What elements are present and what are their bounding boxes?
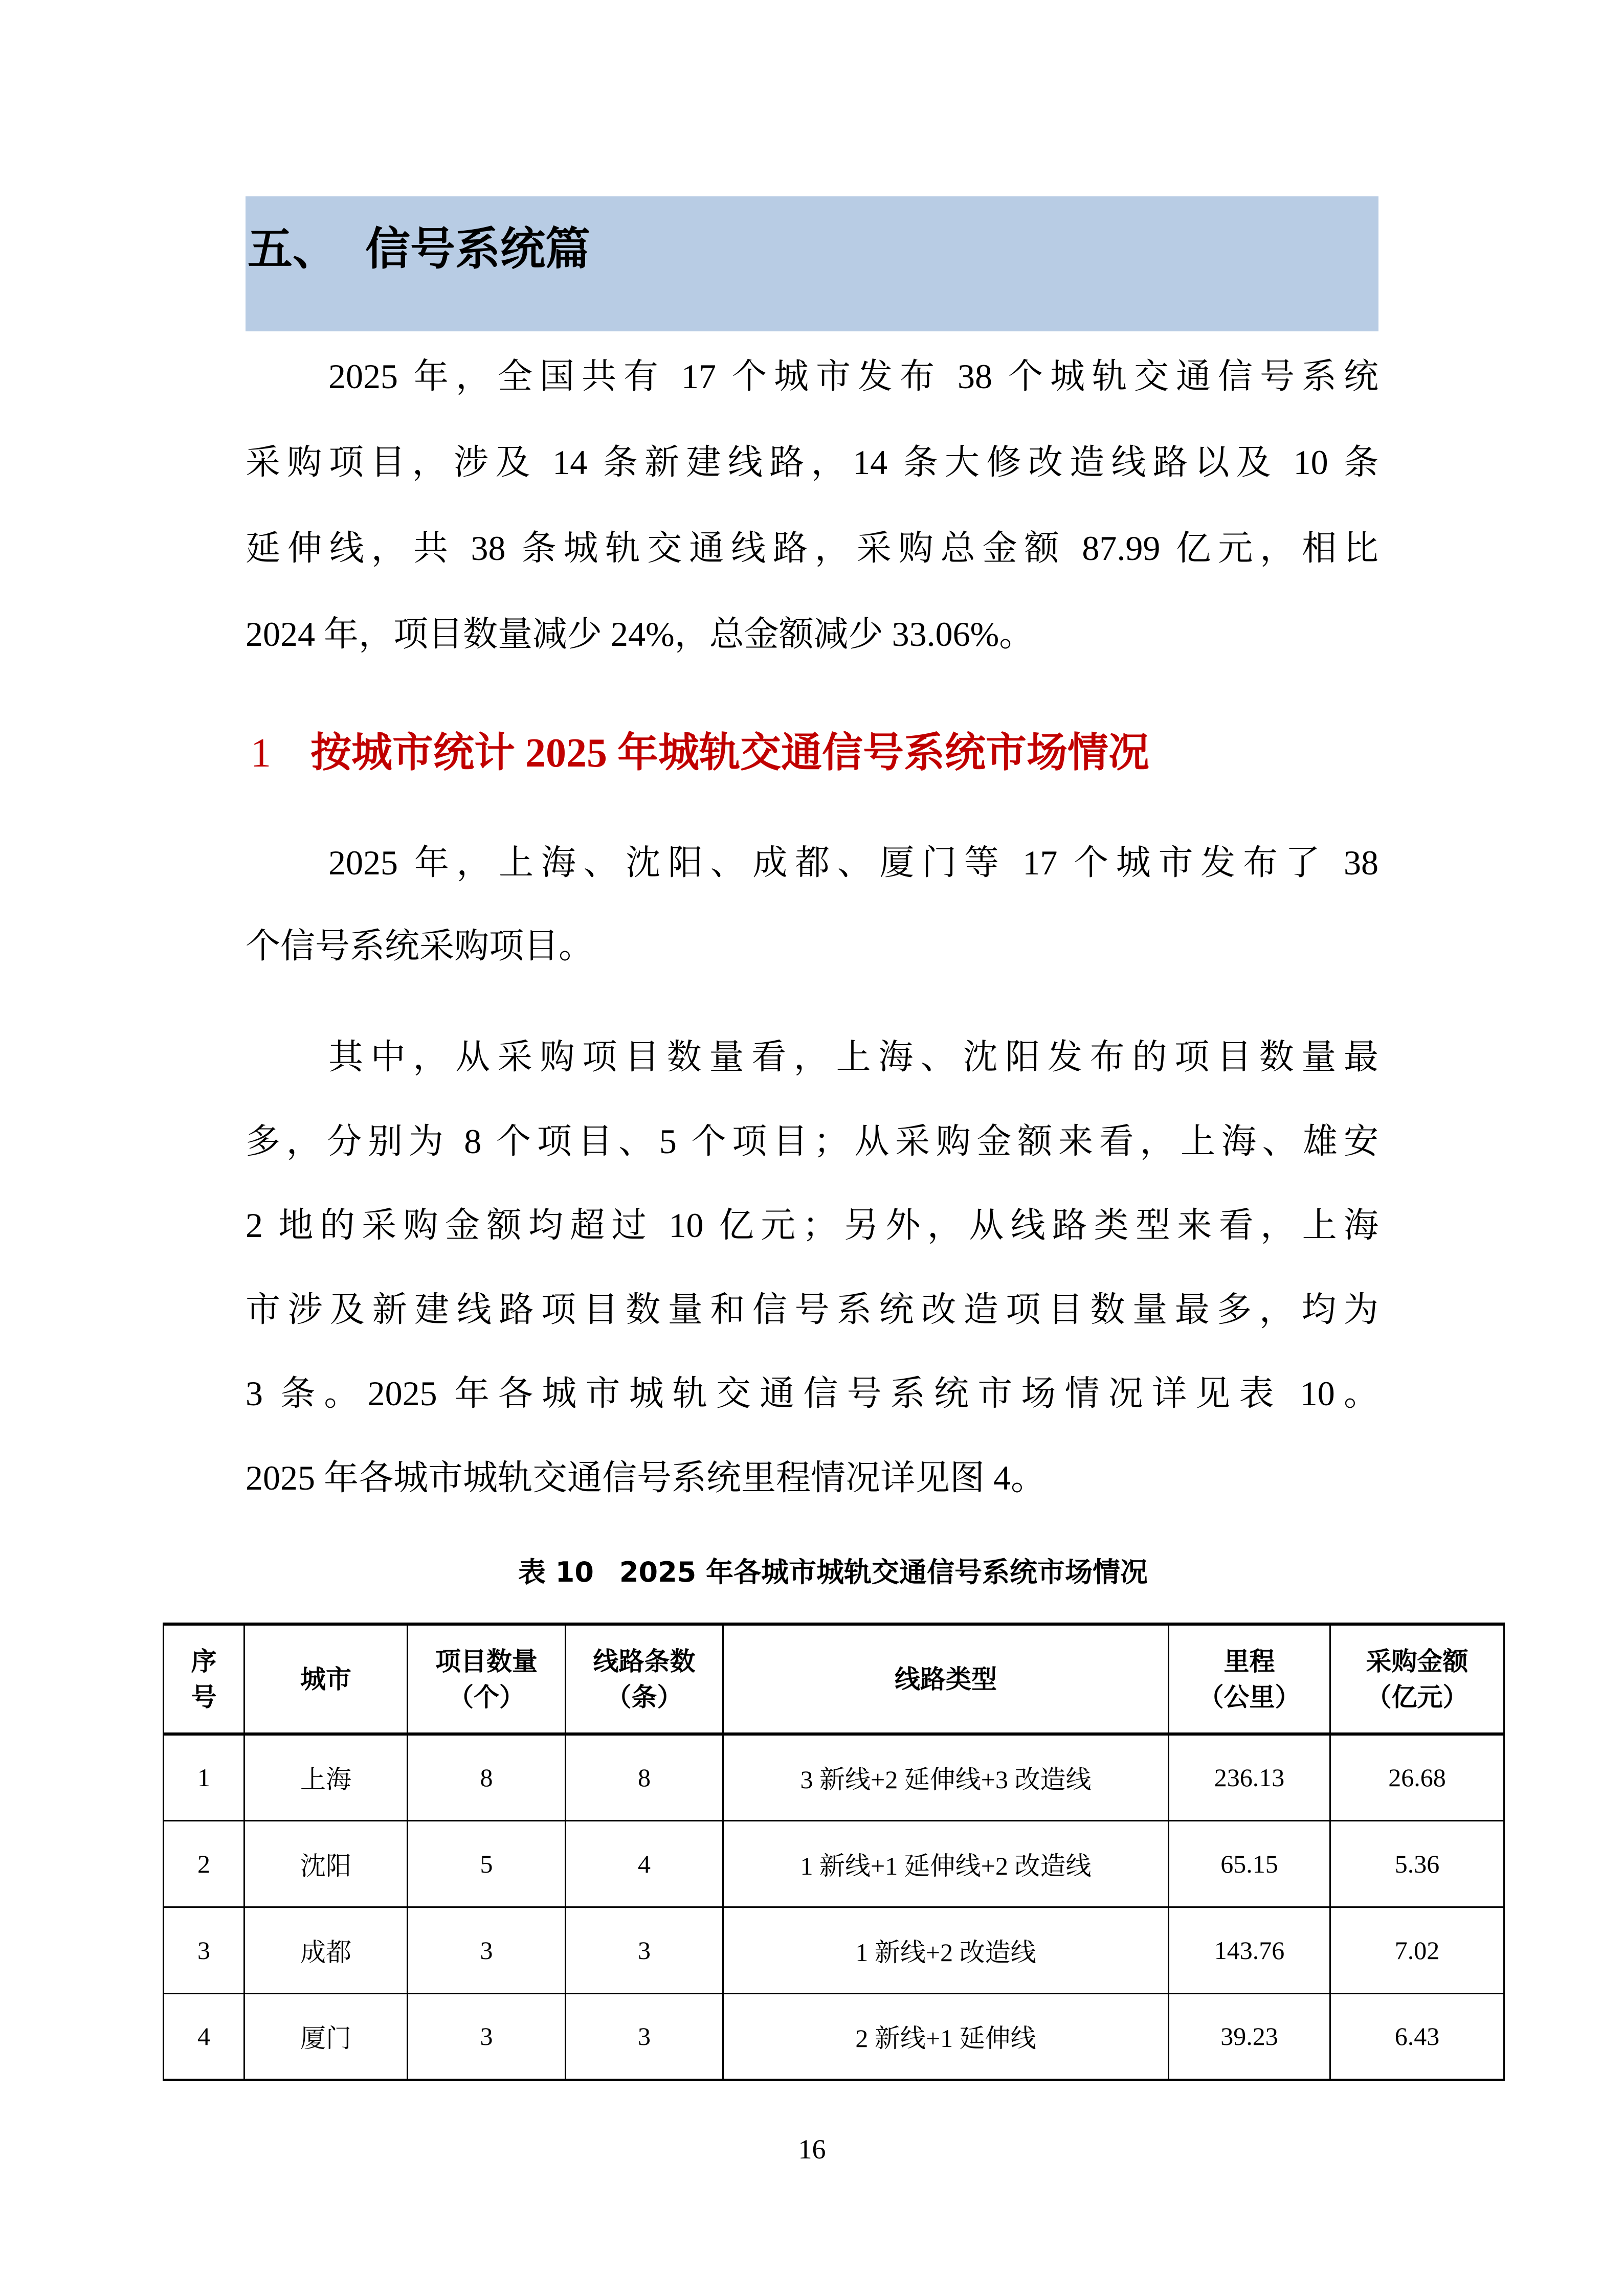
cell-amount: 7.02: [1330, 1907, 1504, 1993]
cell-line-type: 3 新线+2 延伸线+3 改造线: [723, 1734, 1169, 1820]
paragraph-line: 延伸线，共 38 条城轨交通线路，采购总金额 87.99 亿元，相比: [246, 529, 1378, 568]
cell-index: 2: [164, 1820, 244, 1907]
header-index: [164, 1624, 244, 1734]
header-amount: [1330, 1624, 1504, 1734]
cell-mileage: 143.76: [1169, 1907, 1330, 1993]
cell-amount: 26.68: [1330, 1734, 1504, 1820]
cell-project-count: 3: [408, 1993, 566, 2080]
subsection-title: 按城市统计 2025 年城轨交通信号系统市场情况: [310, 731, 1149, 776]
cell-line-type: 1 新线+1 延伸线+2 改造线: [723, 1820, 1169, 1907]
cell-city: 沈阳: [244, 1820, 408, 1907]
table-caption-label: 表 10: [518, 1556, 594, 1588]
subsection-heading: [246, 725, 1149, 781]
header-label: 城市: [300, 1664, 351, 1694]
section-number: 五、: [248, 222, 338, 275]
cell-project-count: 3: [408, 1907, 566, 1993]
cell-amount: 6.43: [1330, 1993, 1504, 2080]
table-row: [164, 1907, 1504, 1993]
cell-line-count: 8: [566, 1734, 723, 1820]
paragraph-line: 采购项目，涉及 14 条新建线路，14 条大修改造线路以及 10 条: [246, 443, 1378, 482]
header-label: 线路类型: [895, 1664, 997, 1694]
section-title: [248, 221, 590, 277]
paragraph-line: 多，分别为 8 个项目、5 个项目；从采购金额来看，上海、雄安: [246, 1122, 1378, 1161]
header-label: （公里）: [1198, 1682, 1301, 1712]
cell-project-count: 8: [408, 1734, 566, 1820]
cell-city: 成都: [244, 1907, 408, 1993]
paragraph-line: 其中，从采购项目数量看，上海、沈阳发布的项目数量最: [328, 1038, 1378, 1076]
paragraph-line: 3 条。2025 年各城市城轨交通信号系统市场情况详见表 10。: [246, 1374, 1378, 1413]
section-title-text: 信号系统篇: [365, 222, 591, 275]
cell-line-count: 4: [566, 1820, 723, 1907]
cell-line-type: 2 新线+1 延伸线: [723, 1993, 1169, 2080]
table-header-row: [164, 1624, 1504, 1734]
section-banner: [246, 196, 1378, 331]
cell-line-count: 3: [566, 1907, 723, 1993]
table-caption-title: 2025 年各城市城轨交通信号系统市场情况: [619, 1556, 1148, 1588]
cell-index: 4: [164, 1993, 244, 2080]
cell-amount: 5.36: [1330, 1820, 1504, 1907]
header-label: 里程: [1223, 1646, 1275, 1676]
header-label: 线路条数: [593, 1646, 696, 1676]
header-label: 号: [191, 1682, 217, 1712]
page-number: 16: [798, 2134, 826, 2165]
market-table: [163, 1623, 1505, 2081]
table-row: [164, 1993, 1504, 2080]
cell-line-count: 3: [566, 1993, 723, 2080]
paragraph-line: 2025 年各城市城轨交通信号系统里程情况详见图 4。: [246, 1458, 1046, 1497]
paragraph-line: 2 地的采购金额均超过 10 亿元；另外，从线路类型来看，上海: [246, 1206, 1378, 1245]
paragraph-line: 2025 年，全国共有 17 个城市发布 38 个城轨交通信号系统: [328, 357, 1378, 396]
header-line-type: [723, 1624, 1169, 1734]
table-row: [164, 1734, 1504, 1820]
subsection-number: 1: [251, 731, 271, 776]
cell-index: 3: [164, 1907, 244, 1993]
table-caption: [163, 1549, 1503, 1595]
header-label: （亿元）: [1366, 1682, 1469, 1712]
cell-mileage: 39.23: [1169, 1993, 1330, 2080]
header-label: 采购金额: [1366, 1646, 1469, 1676]
cell-line-type: 1 新线+2 改造线: [723, 1907, 1169, 1993]
header-label: （条）: [606, 1682, 683, 1712]
table-row: [164, 1820, 1504, 1907]
cell-city: 上海: [244, 1734, 408, 1820]
header-label: （个）: [448, 1682, 525, 1712]
paragraph-line: 个信号系统采购项目。: [246, 927, 594, 965]
header-project-count: [408, 1624, 566, 1734]
paragraph-line: 2024 年，项目数量减少 24%，总金额减少 33.06%。: [246, 615, 1034, 654]
cell-mileage: 236.13: [1169, 1734, 1330, 1820]
header-city: [244, 1624, 408, 1734]
cell-city: 厦门: [244, 1993, 408, 2080]
paragraph-line: 2025 年，上海、沈阳、成都、厦门等 17 个城市发布了 38: [328, 843, 1378, 882]
header-label: 项目数量: [435, 1646, 538, 1676]
cell-project-count: 5: [408, 1820, 566, 1907]
header-mileage: [1169, 1624, 1330, 1734]
cell-mileage: 65.15: [1169, 1820, 1330, 1907]
cell-index: 1: [164, 1734, 244, 1820]
header-label: 序: [191, 1646, 217, 1676]
paragraph-line: 市涉及新建线路项目数量和信号系统改造项目数量最多，均为: [246, 1290, 1378, 1329]
header-line-count: [566, 1624, 723, 1734]
